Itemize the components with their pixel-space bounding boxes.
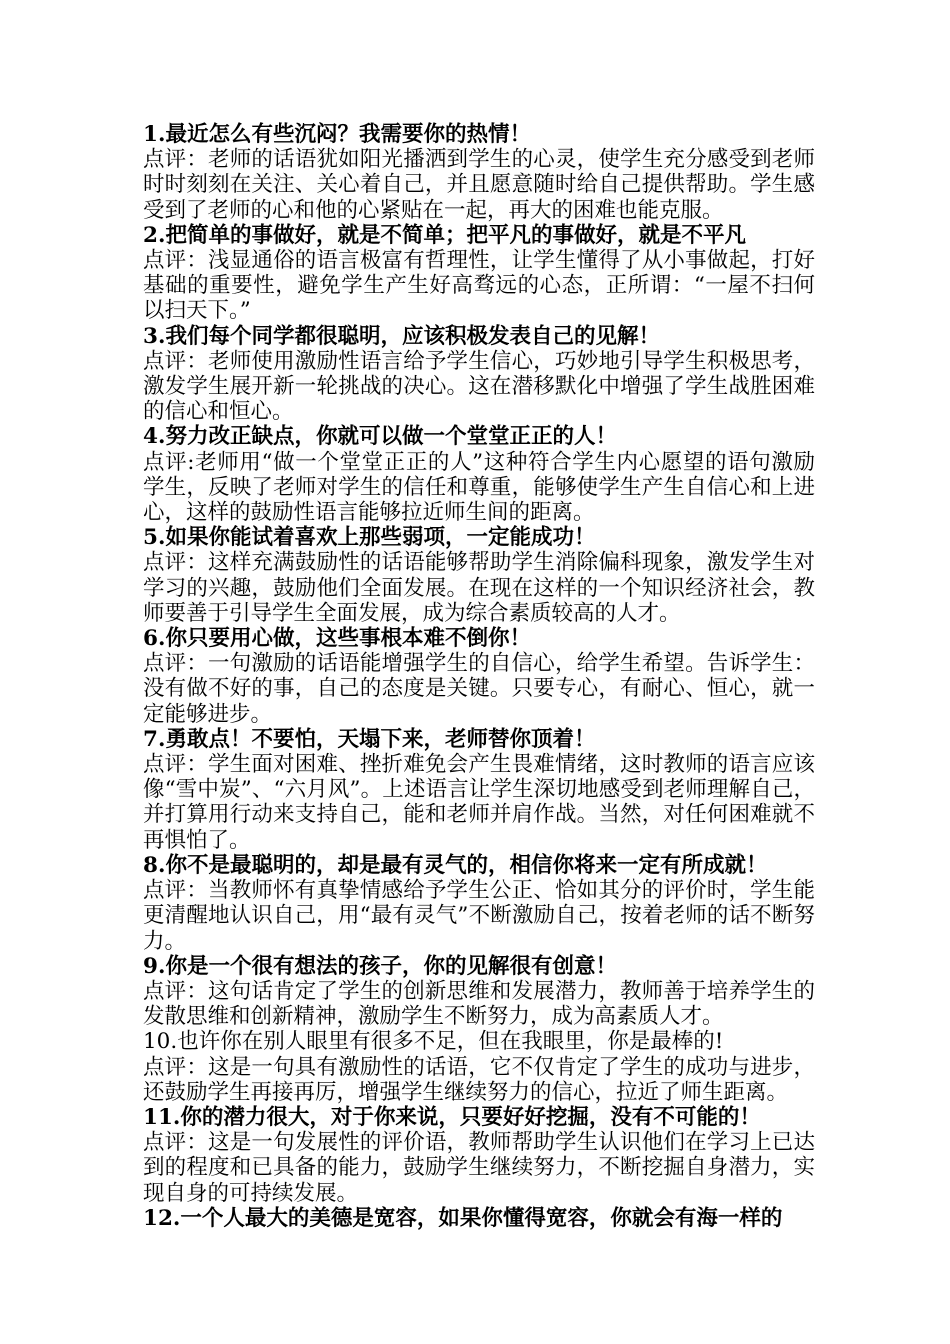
entry-heading: 3.我们每个同学都很聪明，应该积极发表自己的见解！ [143, 323, 660, 349]
entry-6 [143, 626, 815, 727]
entry-12 [143, 1206, 815, 1231]
entry-comment: 点评：学生面对困难、挫折难免会产生畏难情绪，这时教师的语言应该像“雪中炭”、“六月风”。上述语言让学生深切地感受到老师理解自己，并打算用行动来支持自己，能和老师并肩作战。当然，对任何困难就不再惧怕了。 [143, 752, 815, 853]
entry-4 [143, 424, 815, 525]
entry-9 [143, 954, 815, 1030]
entry-comment: 点评：当教师怀有真挚情感给予学生公正、恰如其分的评价时，学生能更清醒地认识自己，用“最有灵气”不断激励自己，按着老师的话不断努力。 [143, 878, 815, 954]
entry-11 [143, 1105, 815, 1206]
entry-heading: 10.也许你在别人眼里有很多不足，但在我眼里，你是最棒的! [143, 1029, 724, 1055]
entry-10 [143, 1029, 815, 1105]
entry-heading: 5.如果你能试着喜欢上那些弱项，一定能成功！ [143, 525, 596, 551]
entry-comment: 点评：这是一句发展性的评价语，教师帮助学生认识他们在学习上已达到的程度和已具备的能力，鼓励学生继续努力，不断挖掘自身潜力，实现自身的可持续发展。 [143, 1130, 815, 1206]
entry-heading: 6.你只要用心做，这些事根本难不倒你！ [143, 626, 531, 652]
entry-comment: 点评：这样充满鼓励性的话语能够帮助学生消除偏科现象，激发学生对学习的兴趣，鼓励他们全面发展。在现在这样的一个知识经济社会，教师要善于引导学生全面发展，成为综合素质较高的人才。 [143, 550, 815, 626]
entry-comment: 点评：一句激励的话语能增强学生的自信心，给学生希望。告诉学生：没有做不好的事，自己的态度是关键。只要专心，有耐心、恒心，就一定能够进步。 [143, 651, 815, 727]
entry-8 [143, 853, 815, 954]
entry-5 [143, 525, 815, 626]
entry-heading: 1.最近怎么有些沉闷？我需要你的热情！ [143, 122, 531, 147]
entry-comment: 点评：老师使用激励性语言给予学生信心，巧妙地引导学生积极思考，激发学生展开新一轮挑战的决心。这在潜移默化中增强了学生战胜困难的信心和恒心。 [143, 348, 815, 425]
entry-heading: 12.一个人最大的美德是宽容，如果你懂得宽容，你就会有海一样的 [143, 1205, 783, 1231]
entry-comment: 点评：浅显通俗的语言极富有哲理性，让学生懂得了从小事做起，打好基础的重要性，避免学生产生好高骛远的心态，正所谓：“一屋不扫何以扫天下。” [143, 248, 815, 324]
entry-heading: 2.把简单的事做好，就是不简单；把平凡的事做好，就是不平凡 [143, 222, 746, 248]
entry-heading: 11.你的潜力很大，对于你来说，只要好好挖掘，没有不可能的！ [143, 1104, 761, 1130]
entry-heading: 9.你是一个很有想法的孩子，你的见解很有创意！ [143, 953, 617, 979]
entry-heading: 7.勇敢点！不要怕，天塌下来，老师替你顶着！ [143, 726, 596, 752]
document-body [143, 122, 815, 1231]
entry-comment: 点评：这句话肯定了学生的创新思维和发展潜力，教师善于培养学生的发散思维和创新精神，激励学生不断努力，成为高素质人才。 [143, 978, 815, 1030]
entry-2 [143, 223, 815, 324]
entry-comment: 点评:老师用“做一个堂堂正正的人”这种符合学生内心愿望的语句激励学生，反映了老师对学生的信任和尊重，能够使学生产生自信心和上进心，这样的鼓励性语言能够拉近师生间的距离。 [143, 449, 815, 526]
entry-1 [143, 122, 815, 223]
entry-3 [143, 324, 815, 425]
entry-comment: 点评：这是一句具有激励性的话语，它不仅肯定了学生的成功与进步，还鼓励学生再接再厉，增强学生继续努力的信心，拉近了师生距离。 [143, 1054, 815, 1105]
entry-comment: 点评：老师的话语犹如阳光播洒到学生的心灵，使学生充分感受到老师时时刻刻在关注、关心着自己，并且愿意随时给自己提供帮助。学生感受到了老师的心和他的心紧贴在一起，再大的困难也能克服。 [143, 147, 815, 223]
entry-heading: 8.你不是最聪明的，却是最有灵气的，相信你将来一定有所成就！ [143, 852, 768, 878]
entry-7 [143, 727, 815, 853]
entry-heading: 4.努力改正缺点，你就可以做一个堂堂正正的人！ [143, 424, 617, 450]
